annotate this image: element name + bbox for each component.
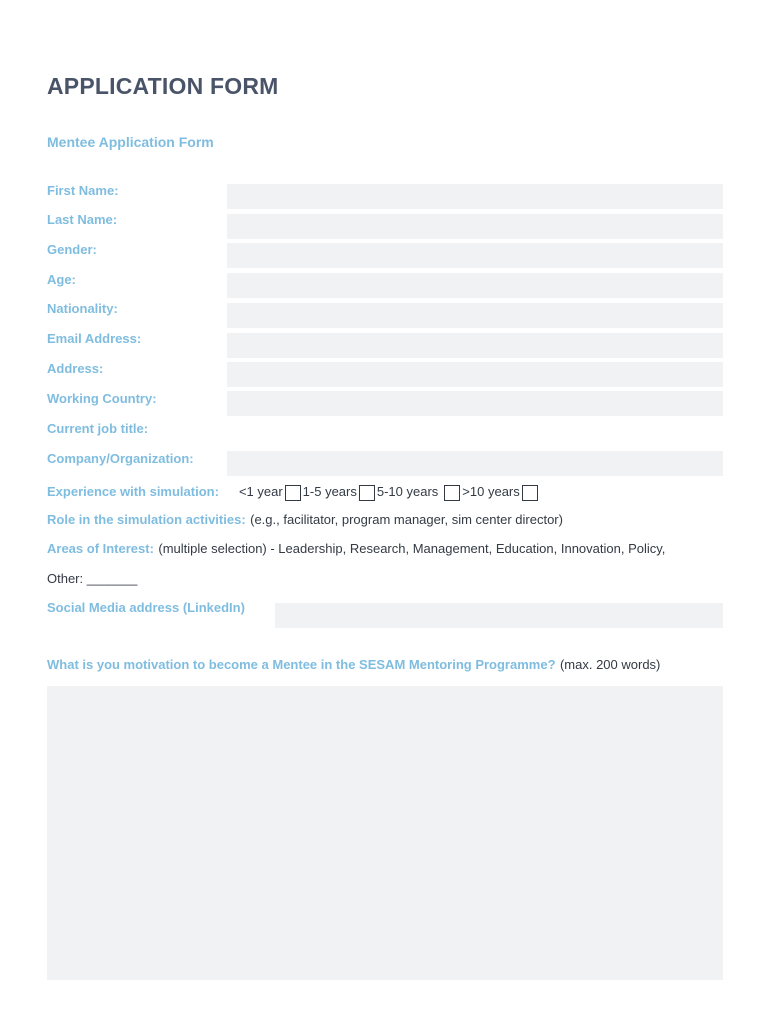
- motivation-line: [47, 656, 660, 674]
- experience-checkbox-gt10[interactable]: [522, 485, 538, 501]
- company-field[interactable]: [227, 451, 723, 476]
- last-name-label: Last Name:: [47, 212, 118, 227]
- interests-label: Areas of Interest:: [47, 541, 154, 556]
- working-country-field[interactable]: [227, 391, 723, 416]
- last-name-field[interactable]: [227, 214, 723, 239]
- interests-text: (multiple selection) - Leadership, Research, Management, Education, Innovation, Policy,: [158, 541, 666, 556]
- age-label: Age:: [47, 272, 76, 287]
- form-subtitle: Mentee Application Form: [47, 134, 214, 150]
- experience-option-gt10: [462, 481, 539, 501]
- experience-option-label: <1 year: [238, 483, 283, 499]
- first-name-field[interactable]: [227, 184, 723, 209]
- interests-other: Other: _______: [47, 571, 138, 586]
- gender-field[interactable]: [227, 243, 723, 268]
- address-label: Address:: [47, 361, 104, 376]
- motivation-hint: (max. 200 words): [559, 657, 661, 672]
- experience-label: Experience with simulation:: [47, 483, 219, 499]
- motivation-textarea[interactable]: [47, 686, 723, 980]
- gender-label: Gender:: [47, 242, 97, 257]
- first-name-label: First Name:: [47, 183, 119, 198]
- role-label: Role in the simulation activities:: [47, 512, 246, 527]
- job-title-label: Current job title:: [47, 421, 149, 436]
- experience-option-label: 1-5 years: [302, 483, 357, 499]
- nationality-label: Nationality:: [47, 301, 118, 316]
- form-title: APPLICATION FORM: [47, 73, 279, 99]
- working-country-label: Working Country:: [47, 391, 157, 406]
- experience-option-label: 5-10 years: [376, 483, 439, 499]
- age-field[interactable]: [227, 273, 723, 298]
- address-field[interactable]: [227, 362, 723, 387]
- experience-option-1-5: [303, 481, 377, 501]
- role-hint: (e.g., facilitator, program manager, sim center director): [250, 512, 563, 527]
- email-field[interactable]: [227, 333, 723, 358]
- email-label: Email Address:: [47, 331, 142, 346]
- nationality-field[interactable]: [227, 303, 723, 328]
- experience-row: [47, 480, 540, 502]
- social-media-label: Social Media address (LinkedIn): [47, 600, 245, 615]
- motivation-label: What is you motivation to become a Mentee in the SESAM Mentoring Programme?: [47, 657, 556, 672]
- experience-checkbox-1-5[interactable]: [359, 485, 375, 501]
- experience-checkbox-5-10[interactable]: [444, 485, 460, 501]
- experience-option-lt1: [239, 481, 303, 501]
- interests-line: [47, 540, 665, 558]
- company-label: Company/Organization:: [47, 451, 194, 466]
- social-media-field[interactable]: [275, 603, 723, 628]
- experience-checkbox-lt1[interactable]: [285, 485, 301, 501]
- experience-option-5-10: [377, 481, 462, 501]
- role-line: [47, 511, 563, 529]
- experience-option-label: >10 years: [462, 483, 520, 499]
